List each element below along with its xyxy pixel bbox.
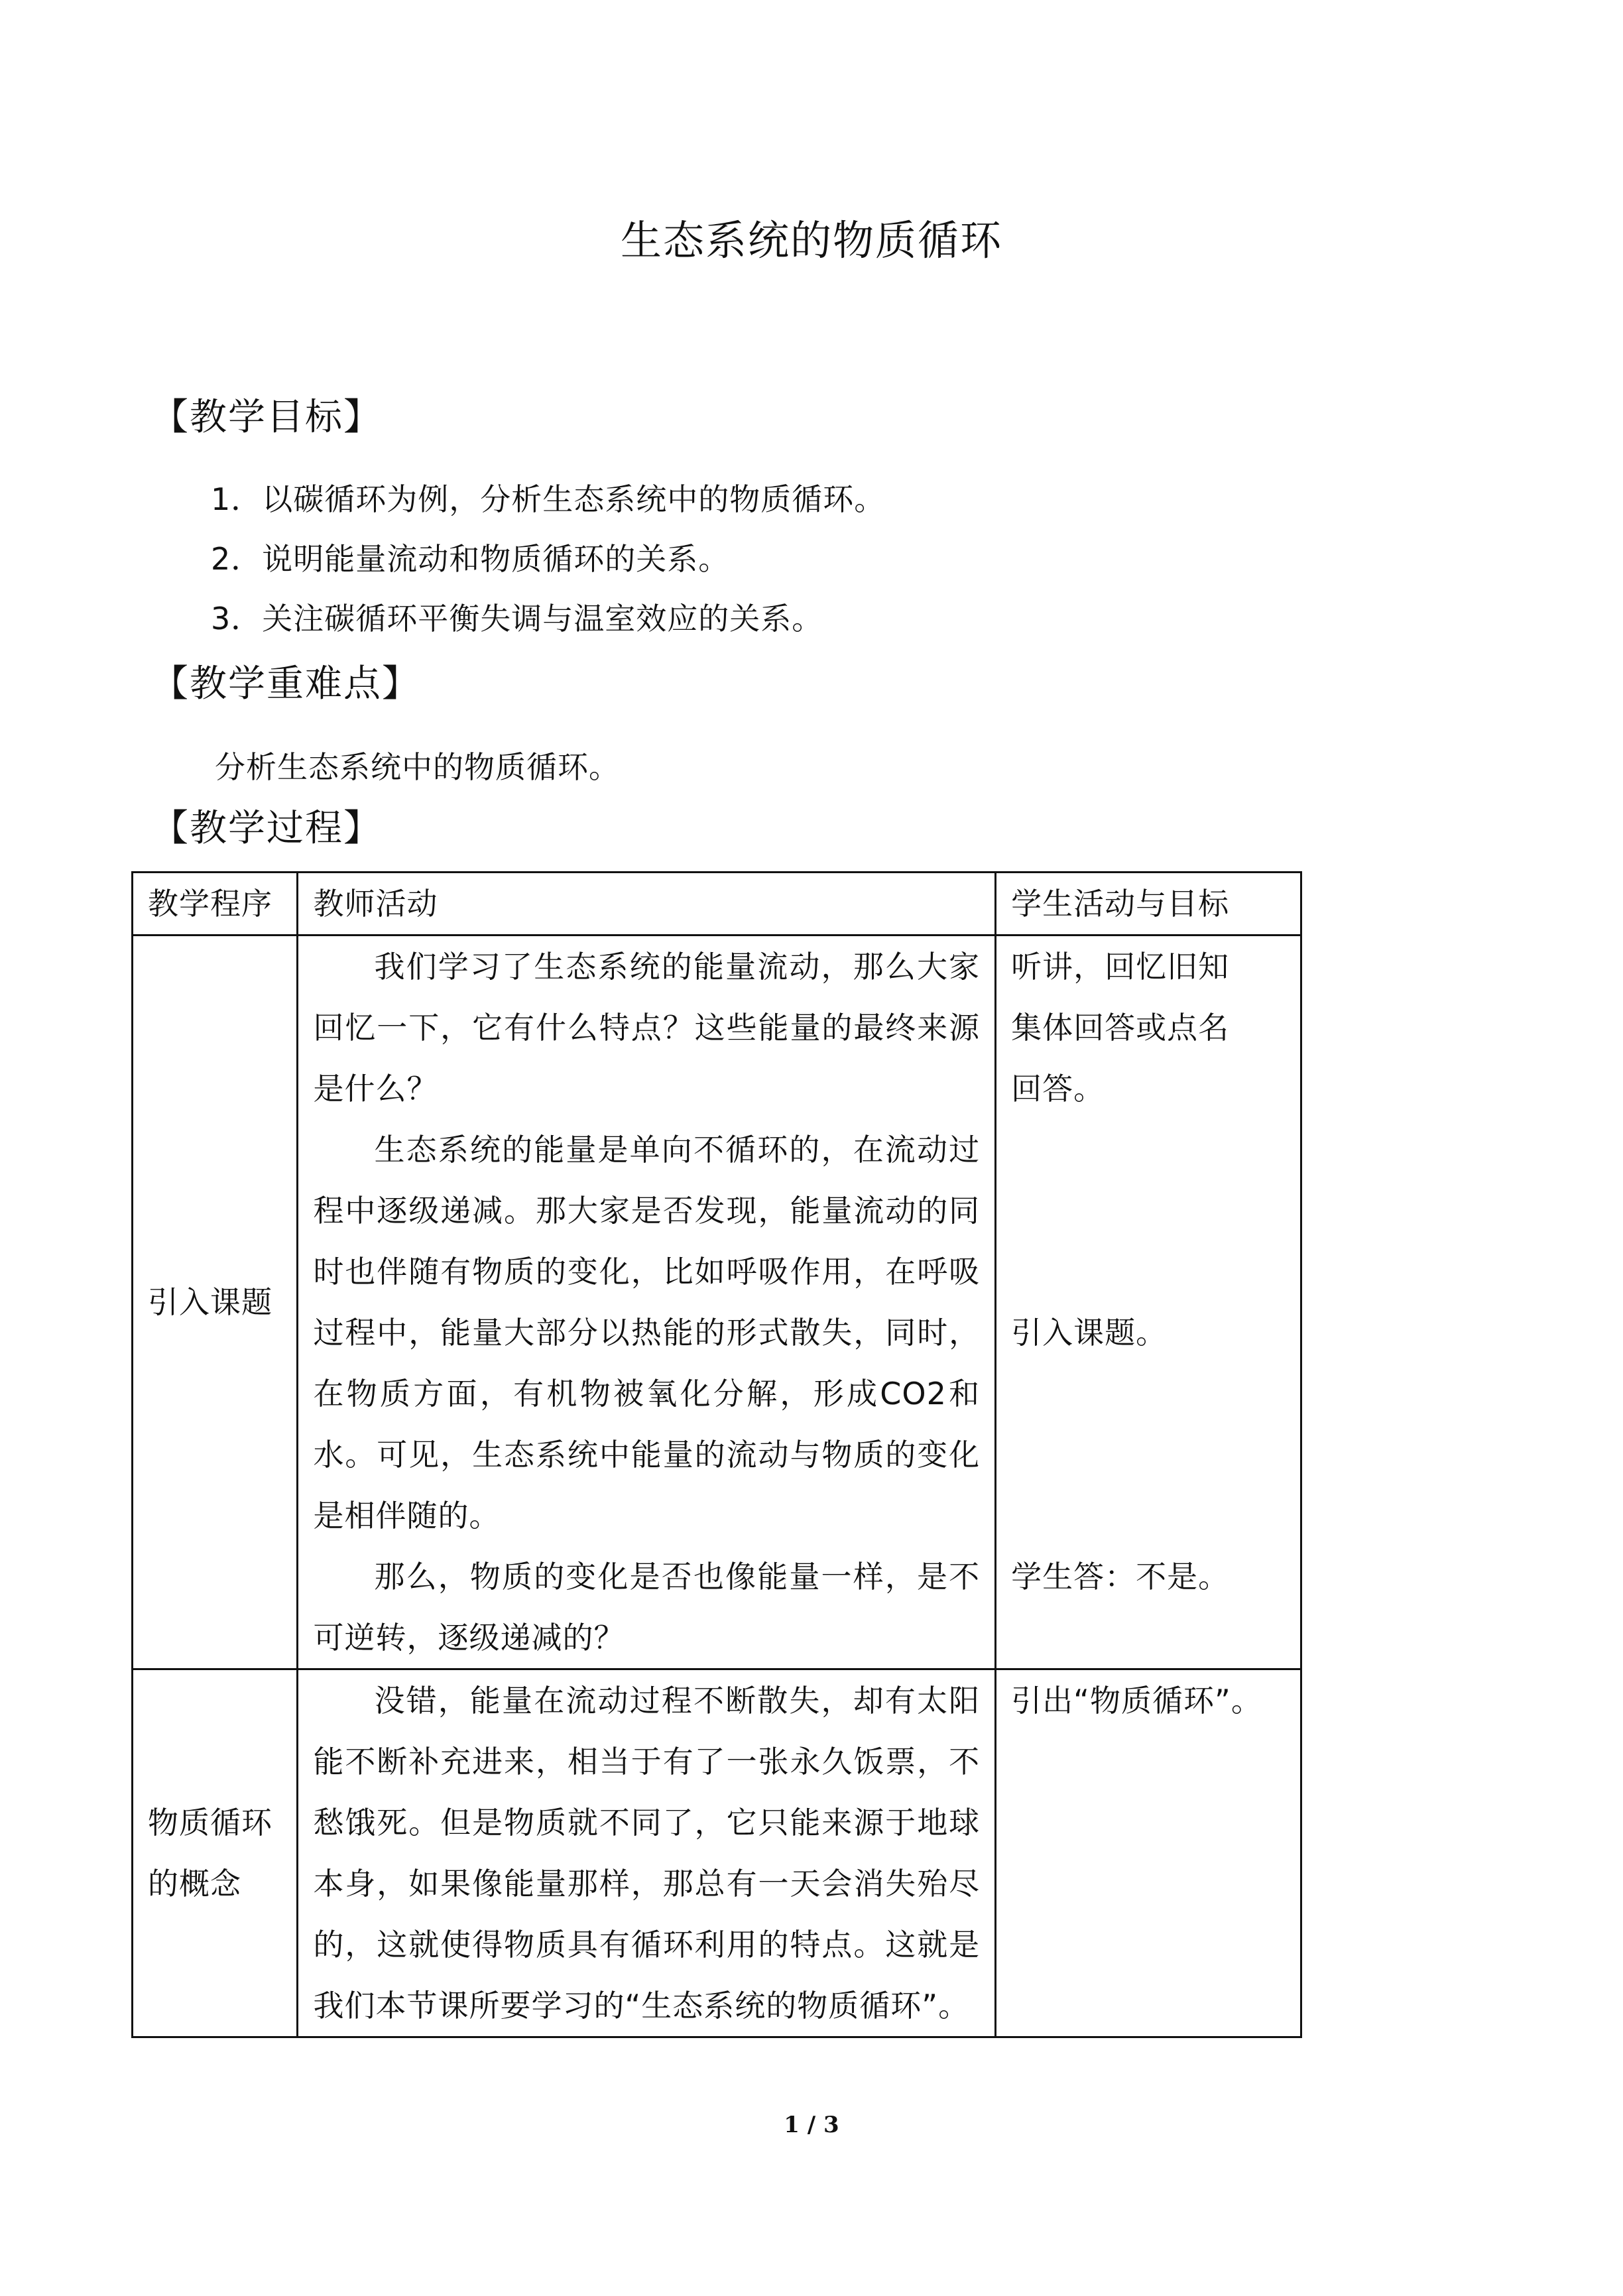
row1-teacher-para-2: 生态系统的能量是单向不循环的，在流动过程中逐级递减。那大家是否发现，能量流动的同时也伴随有物质的变化，比如呼吸作用，在呼吸过程中，能量大部分以热能的形式散失，同时，在物质方面，有机物被氧化分解，形成CO2和水。可见，生态系统中能量的流动与物质的变化是相伴随的。 bbox=[313, 1132, 981, 1534]
row1-student-cell bbox=[996, 936, 1301, 1669]
header-student: 学生活动与目标 bbox=[996, 873, 1301, 936]
row2-student-line-1: 引出“物质循环”。 bbox=[1011, 1683, 1262, 1719]
goals-heading: 【教学目标】 bbox=[151, 396, 382, 439]
page-number: 1 / 3 bbox=[784, 2112, 839, 2138]
goal-item-1: 1．以碳循环为例，分析生态系统中的物质循环。 bbox=[211, 481, 886, 517]
goal-item-3: 3．关注碳循环平衡失调与温室效应的关系。 bbox=[211, 601, 823, 636]
row1-teacher-para-1: 我们学习了生态系统的能量流动，那么大家回忆一下，它有什么特点？这些能量的最终来源是什么？ bbox=[313, 949, 981, 1107]
key-points-text: 分析生态系统中的物质循环。 bbox=[215, 749, 620, 785]
row2-student-cell bbox=[996, 1669, 1301, 2037]
row1-student-line-3: 回答。 bbox=[1011, 1071, 1105, 1107]
process-heading: 【教学过程】 bbox=[151, 807, 382, 850]
row2-step-cell bbox=[133, 1669, 298, 2037]
row1-step: 引入课题 bbox=[133, 936, 298, 1669]
table-header-row bbox=[133, 873, 1301, 936]
goal-item-2: 2．说明能量流动和物质循环的关系。 bbox=[211, 541, 730, 577]
row1-student-line-1: 听讲，回忆旧知 bbox=[1011, 949, 1230, 985]
row1-student-line-5: 学生答：不是。 bbox=[1011, 1559, 1230, 1595]
row2-teacher-para-1: 没错，能量在流动过程不断散失，却有太阳能不断补充进来，相当于有了一张永久饭票，不愁饿死。但是物质就不同了，它只能来源于地球本身，如果像能量那样，那总有一天会消失殆尽的，这就使得物质具有循环利用的特点。这就是我们本节课所要学习的“生态系统的物质循环”。 bbox=[313, 1683, 981, 2024]
header-teacher: 教师活动 bbox=[298, 873, 996, 936]
page-title: 生态系统的物质循环 bbox=[620, 216, 1002, 265]
row1-student-line-4: 引入课题。 bbox=[1011, 1315, 1168, 1351]
row1-teacher-cell bbox=[298, 936, 996, 1669]
header-step: 教学程序 bbox=[133, 873, 298, 936]
table-row bbox=[133, 936, 1301, 1669]
row1-student-line-2: 集体回答或点名 bbox=[1011, 1010, 1230, 1046]
process-table bbox=[131, 871, 1302, 2038]
row2-step-line-1: 物质循环 bbox=[148, 1805, 272, 1841]
row2-step-line-2: 的概念 bbox=[148, 1866, 241, 1902]
row1-teacher-para-3: 那么，物质的变化是否也像能量一样，是不可逆转，逐级递减的？ bbox=[313, 1559, 981, 1656]
row2-teacher-cell bbox=[298, 1669, 996, 2037]
key-points-heading: 【教学重难点】 bbox=[151, 662, 420, 705]
table-row bbox=[133, 1669, 1301, 2037]
